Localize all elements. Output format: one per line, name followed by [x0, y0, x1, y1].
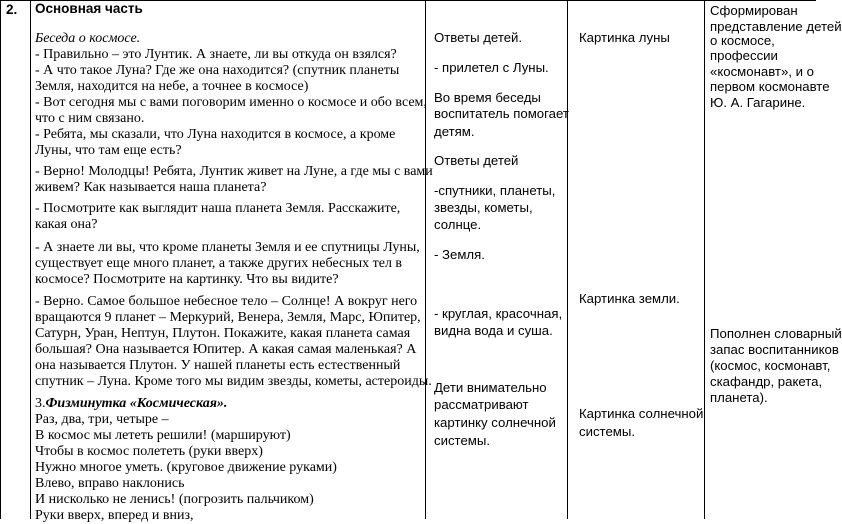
children-line: видна вода и суша. — [434, 323, 553, 338]
children-line: детям. — [434, 124, 475, 139]
children-line: рассматривают — [434, 397, 529, 412]
result-line: Сформирован — [710, 3, 798, 18]
result-line: скафандр, ракета, — [710, 374, 823, 389]
text-line: она называется Плутон. У нашей планеты есть естественный — [35, 358, 401, 373]
result-line: представление детей — [710, 19, 842, 34]
row-number-cell — [0, 0, 31, 519]
text-line: существует еще много планет, а также других небесных тел в — [35, 256, 403, 271]
text-line: - Верно! Молодцы! Ребята, Лунтик живет на Луне, а где мы с вами — [35, 164, 433, 179]
children-line: Ответы детей. — [434, 30, 523, 45]
conversation-title: Беседа о космосе. — [35, 31, 141, 46]
result-line: Пополнен словарный — [710, 326, 842, 341]
text-line: Луны, что там еще есть? — [35, 143, 182, 158]
children-line: - круглая, красочная, — [434, 306, 563, 321]
poem-line: Раз, два, три, четыре – — [35, 412, 169, 427]
text-line: - Вот сегодня мы с вами поговорим именно о космосе и обо всем, — [35, 95, 427, 110]
text-line: - А что такое Луна? Где же она находится? (спутник планеты — [35, 63, 400, 78]
children-line: -спутники, планеты, — [434, 183, 556, 198]
result-line: запас воспитанников — [710, 342, 839, 357]
children-activity-cell — [425, 0, 568, 519]
poem-line: В космос мы лететь решили! (маршируют) — [35, 428, 291, 443]
text-line: Земля, находится на небе, а точнее в космосе) — [35, 79, 309, 94]
poem-line: Чтобы в космос полететь (руки вверх) — [35, 444, 263, 459]
result-line: планета). — [710, 390, 768, 405]
fizminutka-heading — [35, 396, 227, 412]
section-title: Основная часть — [35, 1, 143, 16]
children-line: Дети внимательно — [434, 380, 547, 395]
children-line: - прилетел с Луны. — [434, 60, 549, 75]
text-line: что с ним связано. — [35, 111, 145, 126]
text-line: - А знаете ли вы, что кроме планеты Земля и ее спутницы Луны, — [35, 240, 420, 255]
poem-line: И нисколько не ленись! (погрозить пальчиком) — [35, 492, 314, 507]
children-line: системы. — [434, 433, 490, 448]
main-content-cell — [30, 0, 433, 523]
fizminutka-title: Физминутка «Космическая». — [45, 396, 228, 411]
children-line: Во время беседы — [434, 90, 541, 105]
fizminutka-number: 3. — [35, 396, 46, 411]
text-line: - Посмотрите как выглядит наша планета Земля. Расскажите, — [35, 201, 401, 216]
text-line: космосе? Посмотрите на картинку. Что вы видите? — [35, 272, 339, 287]
result-line: о космосе, — [710, 33, 775, 48]
poem-line: Руки вверх, вперед и вниз, — [35, 508, 194, 523]
result-line: Ю. А. Гагарине. — [710, 95, 806, 110]
text-line: - Ребята, мы сказали, что Луна находится в космосе, а кроме — [35, 127, 396, 142]
result-line: первом космонавте — [710, 79, 830, 94]
poem-line: Нужно многое уметь. (круговое движение руками) — [35, 460, 337, 475]
materials-cell — [567, 0, 705, 519]
poem-line: Влево, вправо наклонись — [35, 476, 185, 491]
children-line: картинку солнечной — [434, 415, 556, 430]
text-line: вращаются 9 планет – Меркурий, Венера, Земля, Марс, Юпитер, — [35, 310, 421, 325]
text-line: - Верно. Самое большое небесное тело – Солнце! А вокруг него — [35, 294, 418, 309]
result-line: «космонавт», и о — [710, 64, 814, 79]
text-line: живем? Как называется наша планета? — [35, 180, 267, 195]
text-line: - Правильно – это Лунтик. А знаете, ли вы откуда он взялся? — [35, 47, 397, 62]
result-line: (космос, космонавт, — [710, 358, 831, 373]
children-line: Ответы детей — [434, 153, 519, 168]
text-line: Сатурн, Уран, Нептун, Плутон. Покажите, какая планета самая — [35, 326, 411, 341]
children-line: воспитатель помогает — [434, 106, 569, 121]
text-line: большая? Она называется Юпитер. А какая самая маленькая? А — [35, 342, 417, 357]
material-line: системы. — [579, 424, 635, 439]
material-line: Картинка луны — [579, 30, 670, 45]
result-line: профессии — [710, 48, 778, 63]
text-line: спутник – Луна. Кроме того мы видим звезды, кометы, астероиды. — [35, 374, 432, 389]
row-number: 2. — [6, 2, 18, 17]
children-line: - Земля. — [434, 247, 485, 262]
results-cell — [704, 0, 842, 519]
children-line: солнце. — [434, 217, 482, 232]
material-line: Картинка солнечной — [579, 406, 704, 421]
children-line: звезды, кометы, — [434, 200, 533, 215]
material-line: Картинка земли. — [579, 291, 680, 306]
text-line: какая она? — [35, 217, 98, 232]
